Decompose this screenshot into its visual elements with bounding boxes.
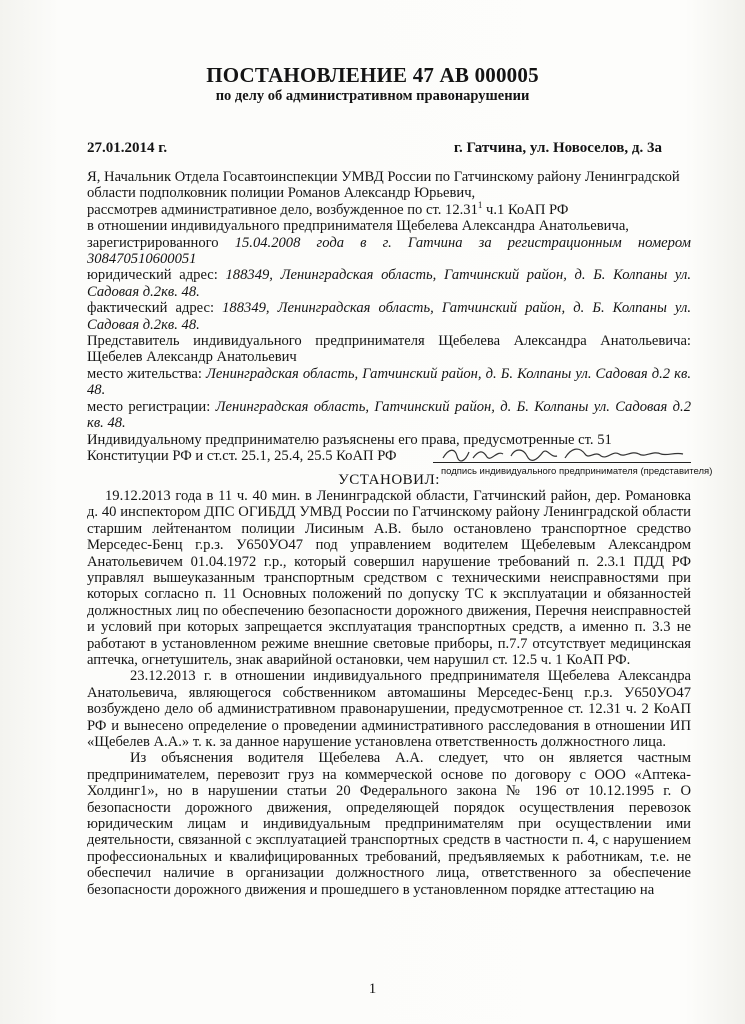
- signature-line: [433, 462, 691, 463]
- document-body: [87, 169, 713, 898]
- registration-place-paragraph: [87, 399, 691, 432]
- intro-line-1: Я, Начальник Отдела Госавтоинспекции УМВД России по Гатчинскому району Ленинградской: [87, 169, 680, 185]
- legal-address-label: юридический адрес:: [87, 267, 226, 284]
- registration-place-value: Ленинградская область, Гатчинский район, д. Б. Колпаны ул. Садовая д.2 кв. 48.: [87, 398, 691, 432]
- document-title: ПОСТАНОВЛЕНИЕ 47 АВ 000005: [206, 63, 539, 87]
- rights-line-1: Индивидуальному предпринимателю разъяснены его права, предусмотренные ст. 51: [87, 431, 612, 448]
- signature-caption: подпись индивидуального предпринимателя (представителя): [441, 465, 713, 477]
- rights-block: [87, 431, 713, 477]
- intro-line-3-tail: ч.1 КоАП РФ: [482, 201, 569, 218]
- article-superscript: 1: [477, 199, 483, 210]
- established-paragraph-1: 19.12.2013 года в 11 ч. 40 мин. в Ленинградской области, Гатчинский район, дер. Романовка д. 40 инспектором ДПС ОГИБДД УМВД России по Гатчинскому району Ленинградской области старшим лейтенантом полиции Лисиным А.В. было остановлено транспортное средство Мерседес-Бенц г.р.з. У650УО47 под управлением водителем Щебелевым Александром Анатольевичем 01.04.1972 г.р., который совершил нарушение требований п. 2.3.1 ПДД РФ управлял вышеуказанным транспортным средством с техническими неисправностями при которых согласно п. 11 Основных положений по допуску ТС к эксплуатации и обязанностей должностных лиц по обеспечению безопасности дорожного движения, Перечня неисправностей и условий при которых запрещается эксплуатация транспортных средств, а именно п. 3.3 не работают в установленном режиме внешние световые приборы, п.7.7 отсутствует медицинская аптечка, огнетушитель, знак аварийной остановки, чем нарушил ст. 12.5 ч. 1 КоАП РФ.: [87, 487, 691, 668]
- legal-address-value: 188349, Ленинградская область, Гатчинский район, д. Б. Колпаны ул. Садовая д.2кв. 48.: [87, 267, 692, 300]
- established-paragraph-3: Из объяснения водителя Щебелева А.А. следует, что он является частным предпринимателем, перевозит груз на коммерческой основе по договору с ООО «Аптека-Холдинг1», но в нарушении статьи 20 Федерального закона № 196 от 10.12.1995 г. О безопасности дорожного движения, определяющей порядок осуществления перевозок юридическим лицам и индивидуальным предпринимателям при осуществлении ими деятельности, связанной с эксплуатацией транспортных средств в частности п. 4, с нарушением профессиональных и квалифицированных требований, предъявляемых к работникам, т.е. не обеспечил наличие в организации должностного лица, ответственного за обеспечение безопасности дорожного движения и прошедшего в установленном порядке аттестацию на: [87, 750, 691, 898]
- page-number: 1: [368, 981, 377, 997]
- legal-address-paragraph: [87, 267, 691, 300]
- registration-value: 15.04.2008 года в г. Гатчина за регистрационным номером 308470510600051: [87, 234, 691, 268]
- actual-address-label: фактический адрес:: [87, 300, 223, 317]
- actual-address-value: 188349, Ленинградская область, Гатчинский район, д. Б. Колпаны ул. Садовая д.2кв. 48.: [87, 300, 692, 333]
- residence-label: место жительства:: [87, 365, 206, 382]
- document-date: 27.01.2014 г.: [87, 140, 168, 156]
- residence-paragraph: [87, 366, 691, 399]
- intro-line-4: в отношении индивидуального предпринимателя Щебелева Александра Анатольевича,: [87, 218, 629, 235]
- intro-line-3: [87, 199, 691, 218]
- document-subtitle: по делу об административном правонарушении: [215, 88, 530, 104]
- section-heading: УСТАНОВИЛ:: [338, 471, 440, 488]
- intro-line-3-text: рассмотрев административное дело, возбужденное по ст. 12.31: [87, 201, 478, 218]
- actual-address-paragraph: [87, 300, 691, 333]
- document-place: г. Гатчина, ул. Новоселов, д. 3а: [453, 140, 662, 156]
- signature-area: [433, 450, 713, 477]
- registration-place-label: место регистрации:: [87, 398, 216, 415]
- registration-label: зарегистрированного: [87, 234, 235, 251]
- registration-paragraph: [87, 235, 691, 268]
- residence-value: Ленинградская область, Гатчинский район, д. Б. Колпаны ул. Садовая д.2 кв. 48.: [87, 365, 691, 399]
- rights-line-2: Конституции РФ и ст.ст. 25.1, 25.4, 25.5 КоАП РФ: [87, 447, 397, 464]
- intro-line-2: области подполковник полиции Романов Александр Юрьевич,: [87, 185, 476, 202]
- representative-paragraph: Представитель индивидуального предпринимателя Щебелева Александра Анатольевича: Щебелев Александр Анатольевич: [87, 333, 691, 366]
- established-paragraph-2: 23.12.2013 г. в отношении индивидуального предпринимателя Щебелева Александра Анатольевича, являющегося собственником автомашины Мерседес-Бенц г.р.з. У650УО47 возбуждено дело об административном правонарушении, предусмотренное ст. 12.31 ч. 2 КоАП РФ и вынесено определение о проведении административного расследования в отношении ИП «Щебелев А.А.» т. к. за данное нарушение установлена ответственность должностного лица.: [87, 668, 691, 750]
